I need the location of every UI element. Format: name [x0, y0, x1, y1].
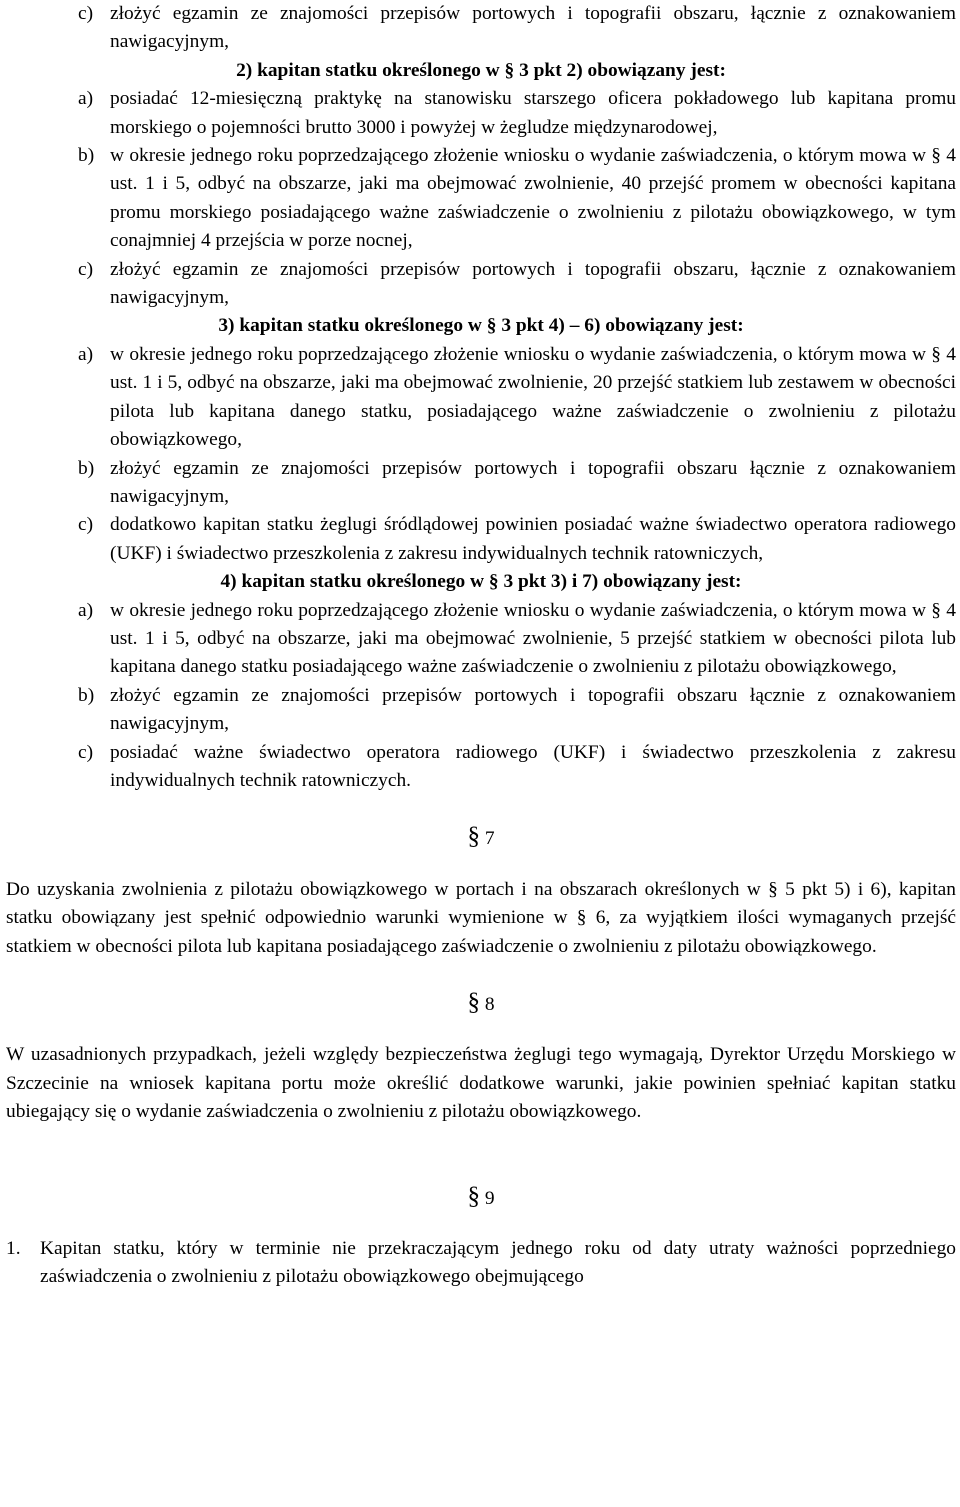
- subheading-2: 2) kapitan statku określonego w § 3 pkt 2) obowiązany jest:: [236, 59, 726, 81]
- item-text: posiadać ważne świadectwo operatora radiowego (UKF) i świadectwo przeszkolenia z zakresu indywidualnych technik ratowniczych.: [110, 741, 956, 791]
- item-label: b): [78, 145, 95, 167]
- item-text: złożyć egzamin ze znajomości przepisów portowych i topografii obszaru, łącznie z oznakowaniem nawigacyjnym,: [110, 258, 956, 309]
- item-text: Kapitan statku, który w terminie nie przekraczającym jednego roku od daty utraty ważności poprzedniego zaświadczenia o zwolnieniu z pilotażu obowiązkowego obejmującego: [40, 1238, 956, 1288]
- paragraph-7: Do uzyskania zwolnienia z pilotażu obowiązkowego w portach i na obszarach określonych w § 5 pkt 5) i 6), kapitan statku obowiązany jest spełnić odpowiednio warunki wymienione w § 6, za wyjątkiem ilości wymaganych przejść statkiem w obecności pilota lub kapitana posiadającego zaświadczenie o zwolnieniu z pilotażu obowiązkowego.: [6, 878, 956, 957]
- section-heading-9: [6, 1183, 956, 1213]
- list-item: [6, 455, 956, 512]
- item-label: c): [78, 3, 94, 24]
- list-item: [6, 85, 956, 142]
- item-label: c): [78, 514, 94, 536]
- list-item: [6, 142, 956, 256]
- section-sign: §: [467, 1182, 480, 1210]
- item-label: 1.: [6, 1238, 21, 1260]
- item-label: c): [78, 741, 94, 763]
- list-item: [6, 256, 956, 313]
- item-text: w okresie jednego roku poprzedzającego złożenie wniosku o wydanie zaświadczenia, o którym mowa w § 4 ust. 1 i 5, odbyć na obszarze, jaki ma obejmować zwolnienie, 20 przejść statkiem lub zestawem w obecności pilota lub kapitana danego statku, posiadającego ważne zaświadczenie o zwolnieniu z pilotażu obowiązkowego,: [110, 343, 956, 451]
- item-label: c): [78, 258, 94, 280]
- list-item: [6, 511, 956, 568]
- item-label: a): [78, 88, 94, 110]
- subheading-3: 3) kapitan statku określonego w § 3 pkt 4) – 6) obowiązany jest:: [218, 315, 744, 337]
- item-label: a): [78, 599, 94, 621]
- item-text: złożyć egzamin ze znajomości przepisów portowych i topografii obszaru, łącznie z oznakowaniem nawigacyjnym,: [110, 3, 956, 53]
- list-item: [6, 682, 956, 739]
- item-label: a): [78, 343, 94, 365]
- item-text: w okresie jednego roku poprzedzającego złożenie wniosku o wydanie zaświadczenia, o którym mowa w § 4 ust. 1 i 5, odbyć na obszarze, jaki ma obejmować zwolnienie, 40 przejść promem w obecności kapitana promu morskiego posiadającego ważne zaświadczenie o zwolnieniu z pilotażu obowiązkowego, w tym conajmniej 4 przejścia w porze nocnej,: [110, 145, 956, 252]
- section-number: 8: [484, 994, 495, 1015]
- item-text: dodatkowo kapitan statku żeglugi śródlądowej powinien posiadać ważne świadectwo operatora radiowego (UKF) i świadectwo przeszkolenia z zakresu indywidualnych technik ratowniczych,: [110, 514, 956, 564]
- item-text: posiadać 12-miesięczną praktykę na stanowisku starszego oficera pokładowego lub kapitana promu morskiego o pojemności brutto 3000 i powyżej w żegludze międzynarodowej,: [110, 88, 956, 138]
- section-number: 9: [484, 1187, 495, 1209]
- list-item: [6, 341, 956, 455]
- subheading-4: 4) kapitan statku określonego w § 3 pkt 3) i 7) obowiązany jest:: [220, 571, 742, 593]
- section-heading-7: [6, 823, 956, 853]
- item-text: w okresie jednego roku poprzedzającego złożenie wniosku o wydanie zaświadczenia, o którym mowa w § 4 ust. 1 i 5, odbyć na obszarze, jaki ma obejmować zwolnienie, 5 przejść statkiem w obecności pilota lub kapitana danego statku posiadającego ważne zaświadczenie o zwolnieniu z pilotażu obowiązkowego,: [110, 599, 956, 678]
- item-label: b): [78, 457, 95, 479]
- section-sign: §: [467, 823, 480, 851]
- paragraph-8: W uzasadnionych przypadkach, jeżeli względy bezpieczeństwa żeglugi tego wymagają, Dyrektor Urzędu Morskiego w Szczecinie na wniosek kapitana portu może określić dodatkowe warunki, jakie powinien spełniać kapitan statku ubiegający się o wydanie zaświadczenia o zwolnieniu z pilotażu obowiązkowego.: [6, 1044, 956, 1123]
- list-item: [6, 0, 956, 57]
- numbered-item: [6, 1235, 956, 1292]
- item-label: b): [78, 684, 95, 706]
- list-item: [6, 739, 956, 796]
- section-heading-8: [6, 989, 956, 1019]
- item-text: złożyć egzamin ze znajomości przepisów portowych i topografii obszaru łącznie z oznakowaniem nawigacyjnym,: [110, 684, 956, 735]
- section-sign: §: [467, 989, 480, 1016]
- list-item: [6, 597, 956, 682]
- item-text: złożyć egzamin ze znajomości przepisów portowych i topografii obszaru łącznie z oznakowaniem nawigacyjnym,: [110, 457, 956, 507]
- section-number: 7: [484, 828, 495, 850]
- document-page: [6, 0, 956, 1292]
